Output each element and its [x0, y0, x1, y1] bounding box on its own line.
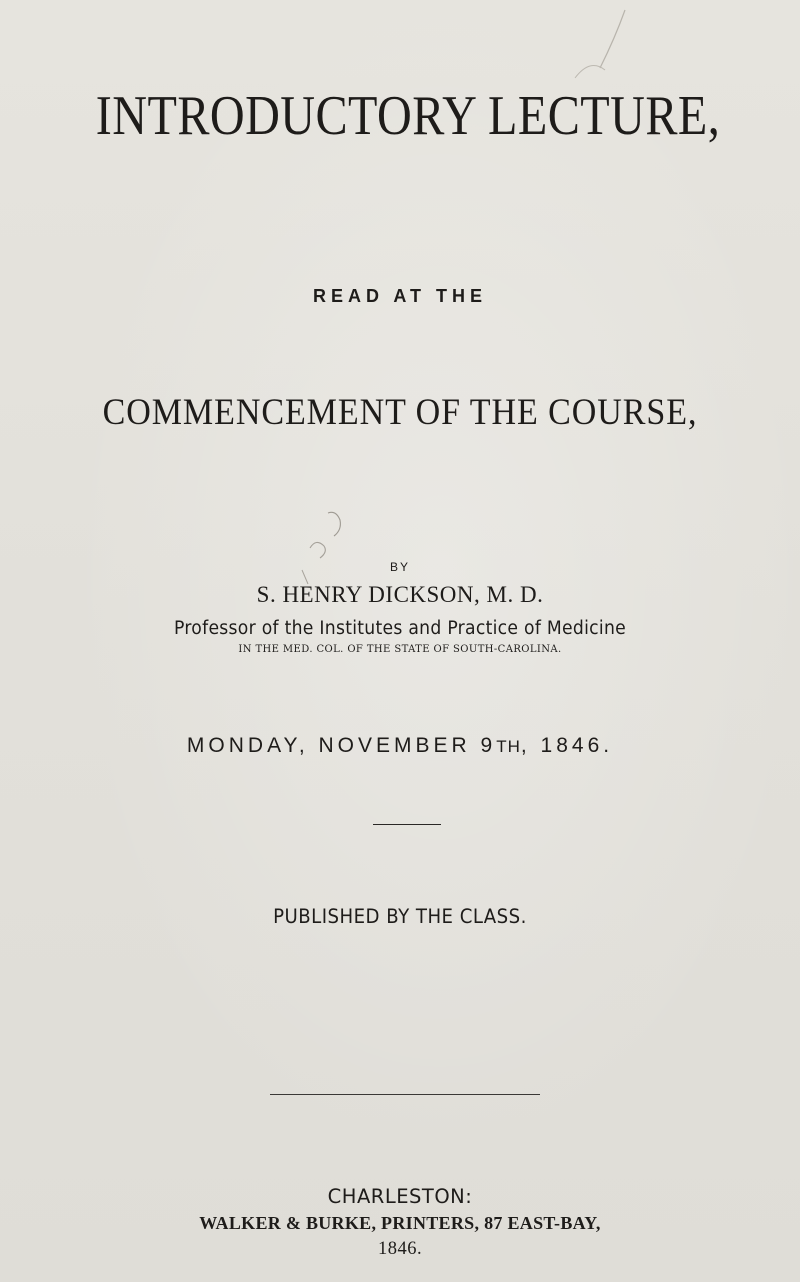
read-at-line: READ AT THE	[313, 286, 487, 306]
lecture-date	[0, 734, 800, 758]
author-name: S. HENRY DICKSON, M. D.	[256, 582, 544, 607]
occasion-line: COMMENCEMENT OF THE COURSE,	[102, 392, 698, 433]
long-divider-rule	[270, 1094, 540, 1095]
lecture-title: INTRODUCTORY LECTURE,	[95, 85, 721, 147]
date-main: MONDAY, NOVEMBER 9	[186, 734, 497, 757]
imprint-year: 1846.	[377, 1239, 423, 1259]
short-divider-rule	[373, 824, 441, 825]
date-year: , 1846.	[520, 734, 614, 757]
by-line: BY	[389, 560, 410, 574]
imprint-city: CHARLESTON:	[327, 1185, 473, 1208]
pencil-annotation-middle	[298, 508, 358, 588]
date-ordinal: TH	[496, 737, 521, 756]
author-role: Professor of the Institutes and Practice of Medicine	[173, 618, 627, 639]
imprint-printers: WALKER & BURKE, PRINTERS, 87 EAST-BAY,	[199, 1213, 601, 1233]
publisher-note: PUBLISHED BY THE CLASS.	[273, 905, 527, 928]
institution-line: IN THE MED. COL. OF THE STATE OF SOUTH-CAROLINA.	[238, 644, 562, 655]
pencil-annotation-top	[555, 8, 635, 88]
